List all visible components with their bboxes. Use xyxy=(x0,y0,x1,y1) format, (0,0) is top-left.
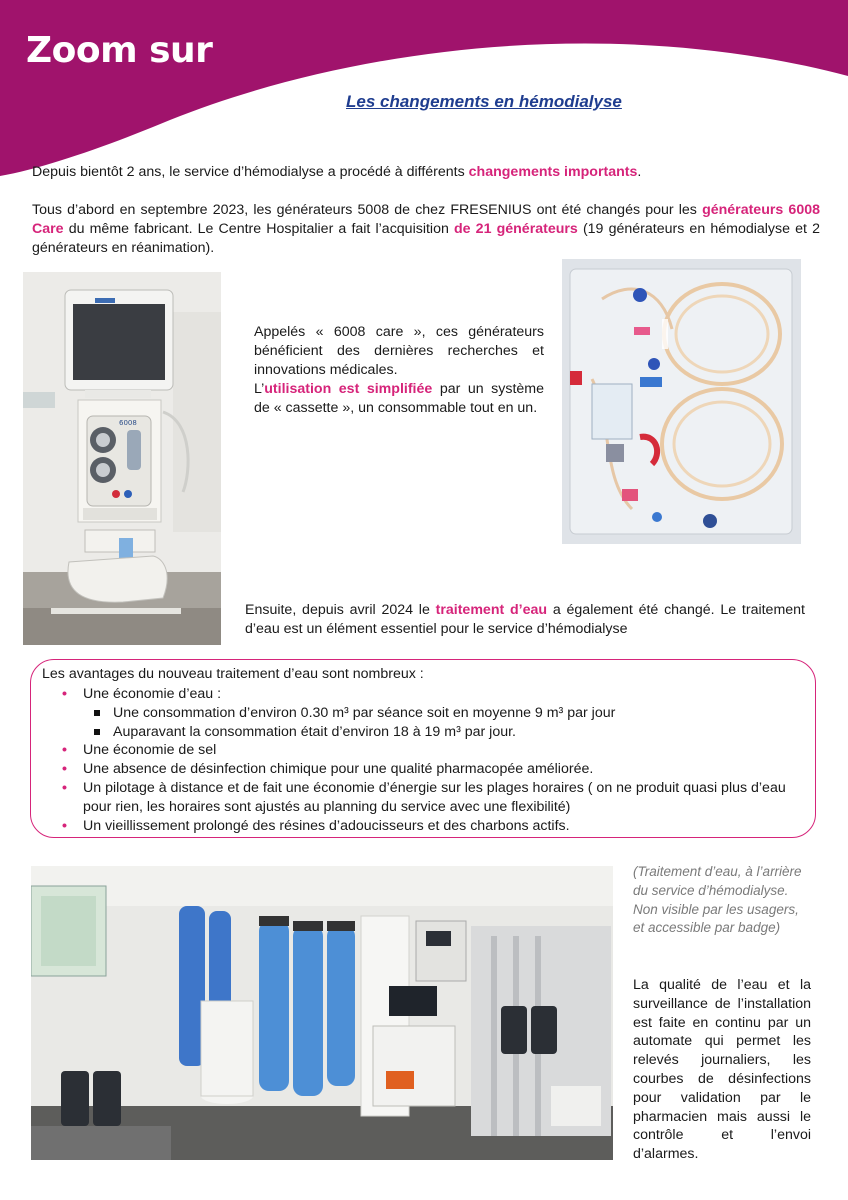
benefits-box xyxy=(30,659,816,838)
photo-caption: (Traitement d’eau, à l’arrière du service d’hémodialyse. Non visible par les usagers, et accessible par badge) xyxy=(633,864,802,936)
list-item: • Une économie de sel xyxy=(62,742,217,759)
list-item: • Une absence de désinfection chimique pour une qualité pharmacopée améliorée. xyxy=(62,761,594,778)
list-item: • Un vieillissement prolongé des résines d’adoucisseurs et des charbons actifs. xyxy=(62,817,570,834)
benefits-intro: Les avantages du nouveau traitement d’eau sont nombreux : xyxy=(42,666,424,682)
dialysis-machine-photo xyxy=(23,272,221,645)
header-band xyxy=(0,0,848,180)
intro-highlight: changements importants xyxy=(468,164,638,180)
quality-paragraph: La qualité de l’eau et la surveillance de l’installation est faite en continu par un automate qui permet les relevés journaliers, les courbes de désinfections pour validation par le pharmacien mais aussi le contrôle et l’envoi d’alarmes. xyxy=(633,977,811,1163)
list-item: • Un pilotage à distance et de fait une économie d’énergie sur les plages horaires ( on ne produit quasi plus d’eau pour rien, les horaires sont ajustés au planning du service avec une flexibilité) xyxy=(62,779,786,815)
article-title: Les changements en hémodialyse xyxy=(346,92,622,111)
care-paragraph: Appelés « 6008 care », ces générateurs bénéficient des dernières recherches et innovations médicales. L’utilisation est simplifiée par un système de « cassette », un consommable tout en un. xyxy=(254,324,544,416)
water-savings-sublist xyxy=(83,704,801,742)
benefits-list xyxy=(59,685,801,835)
intro-paragraph: Depuis bientôt 2 ans, le service d’hémodialyse a procédé à différents changements importants. xyxy=(32,164,642,180)
generators-paragraph: Tous d’abord en septembre 2023, les générateurs 5008 de chez FRESENIUS ont été changés pour les générateurs 6008 Care du même fabricant. Le Centre Hospitalier a fait l’acquisition de 21 générateurs (19 générateurs en hémodialyse et 2 générateurs en réanimation). xyxy=(32,202,820,256)
water-treatment-room-photo xyxy=(31,866,613,1160)
water-treatment-paragraph: Ensuite, depuis avril 2024 le traitement d’eau a également été changé. Le traitement d’eau est un élément essentiel pour le service d’hémodialyse xyxy=(245,602,805,637)
list-item: Auparavant la consommation était d’environ 18 à 19 m³ par jour. xyxy=(83,723,801,742)
list-item: • Une économie d’eau : Une consommation d’environ 0.30 m³ par séance soit en moyenne 9 m³ par jour Auparavant la consommation était d’environ 18 à 19 m³ par jour. xyxy=(59,685,801,741)
machine-label: 6008 xyxy=(119,419,137,427)
list-item: Une consommation d’environ 0.30 m³ par séance soit en moyenne 9 m³ par jour xyxy=(83,704,801,723)
cassette-photo xyxy=(562,259,801,544)
section-title: Zoom sur xyxy=(26,30,213,71)
